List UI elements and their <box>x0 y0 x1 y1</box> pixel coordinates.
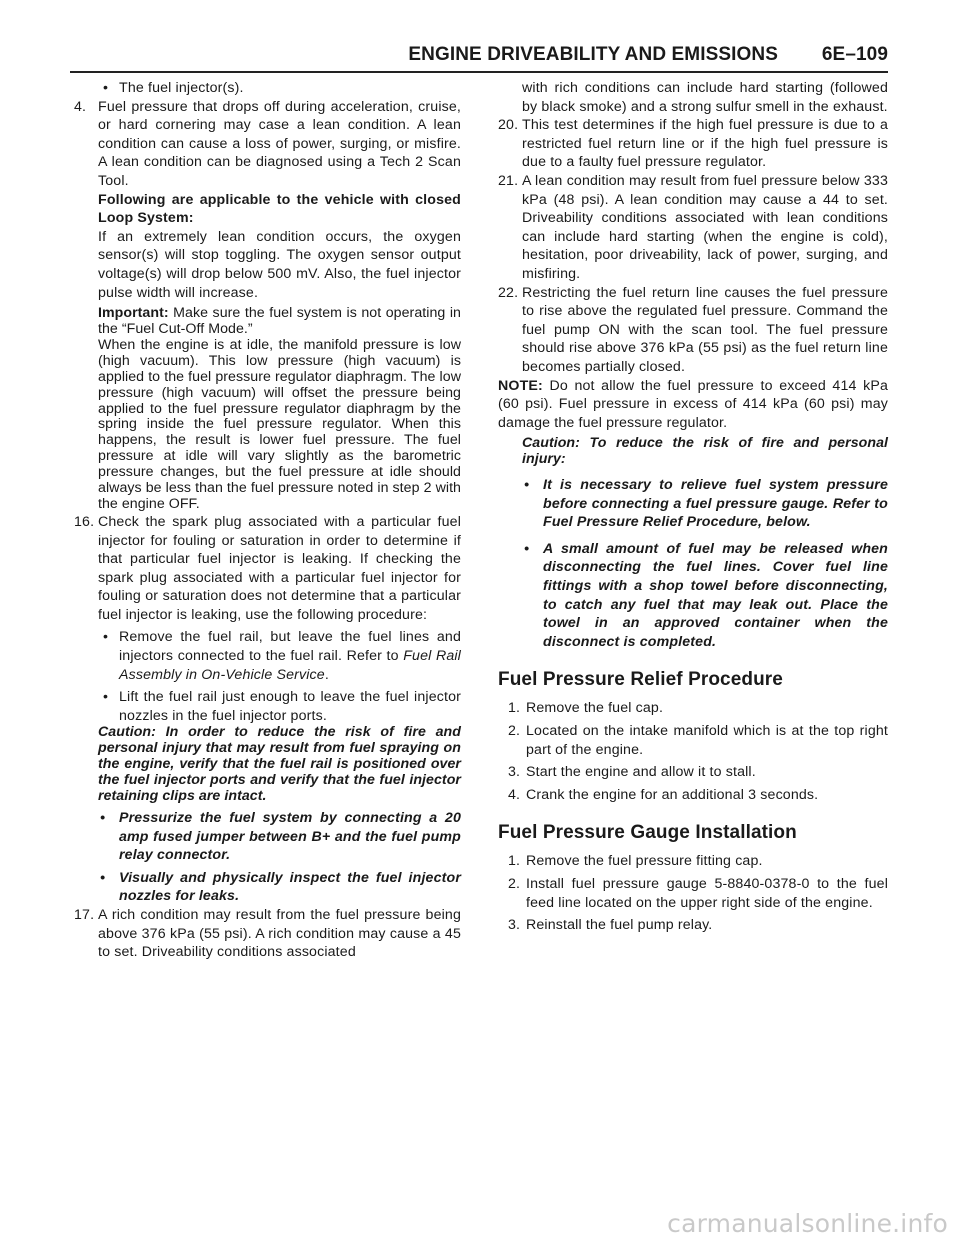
caution-bullet: • A small amount of fuel may be released when disconnecting the fuel lines. Cover fuel line fittings with a shop towel before disconnecting, to catch any fuel that may leak out. Place the towel in an approved container when the disconnect is completed. <box>524 540 888 650</box>
left-column <box>74 79 461 962</box>
relief-steps <box>498 699 888 804</box>
note-text: NOTE: Do not allow the fuel pressure to exceed 414 kPa (60 psi). Fuel pressure in excess of 414 kPa (60 psi) may damage the fuel pressure regulator. <box>498 377 888 431</box>
list-item: • The fuel injector(s). <box>103 80 244 96</box>
list-item-17-continued: with rich conditions can include hard starting (followed by black smoke) and a strong sulfur smell in the exhaust. <box>522 80 888 115</box>
right-column <box>498 79 888 935</box>
list-item-4: 4. Fuel pressure that drops off during acceleration, cruise, or hard cornering may case a lean condition. A lean condition can cause a loss of power, surging, or misfire. A lean condition can be diagnosed using a Tech 2 Scan Tool. <box>74 98 461 189</box>
header-rule <box>70 71 888 73</box>
site-watermark: carmanualsonline.info <box>667 1209 948 1238</box>
caution-bullet: • Pressurize the fuel system by connecting a 20 amp fused jumper between B+ and the fuel pump relay connector. <box>100 809 461 864</box>
list-item-16: 16. Check the spark plug associated with a particular fuel injector for fouling or saturation in order to determine if that particular fuel injector is leaking. If checking the spark plug associated with a particular fuel injector for fouling or saturation does not determine that a particular fuel injector is leaking, use the following procedure: <box>74 513 461 623</box>
list-item-17: 17. A rich condition may result from the fuel pressure being above 376 kPa (55 psi). A rich condition may cause a 45 to set. Driveability conditions associated <box>74 906 461 961</box>
list-item-21: 21. A lean condition may result from fuel pressure below 333 kPa (48 psi). A lean condition may cause a 44 to set. Driveability conditions associated with lean conditions can include hard starting (when the engine is cold), hesitation, poor driveability, lack of power, surging, and misfiring. <box>498 172 888 282</box>
gauge-installation-heading: Fuel Pressure Gauge Installation <box>498 822 797 844</box>
important-note: Important: Make sure the fuel system is not operating in the “Fuel Cut-Off Mode.” <box>98 305 461 338</box>
closed-loop-heading: Following are applicable to the vehicle with closed Loop System: <box>98 191 461 227</box>
service-reference: Fuel Rail Assembly in On-Vehicle Service <box>119 648 461 683</box>
list-item: 2. Located on the intake manifold which is at the top right part of the engine. <box>508 723 888 758</box>
list-item-20: 20. This test determines if the high fuel pressure is due to a restricted fuel return line or if the high fuel pressure is due to a faulty fuel pressure regulator. <box>498 117 888 171</box>
gauge-steps <box>498 852 888 934</box>
list-item-22: 22. Restricting the fuel return line causes the fuel pressure to rise above the regulated fuel pressure. Command the fuel pump ON with the scan tool. The fuel pressure should rise above 376 kPa (55 psi) as the fuel return line becomes partially closed. <box>498 284 888 375</box>
page-number: 6E–109 <box>821 44 888 65</box>
caution-bullet: • Visually and physically inspect the fuel injector nozzles for leaks. <box>100 869 461 905</box>
caution-text: Caution: In order to reduce the risk of fire and personal injury that may result from fuel spraying on the engine, verify that the fuel rail is positioned over the fuel injector ports and verify that the fuel injector retaining clips are intact. <box>98 724 461 805</box>
list-item: 4. Crank the engine for an additional 3 seconds. <box>508 786 819 803</box>
list-item: 3. Reinstall the fuel pump relay. <box>508 917 713 934</box>
section-title: ENGINE DRIVEABILITY AND EMISSIONS <box>408 44 778 65</box>
list-item: 1. Remove the fuel pressure fitting cap. <box>508 853 763 870</box>
list-item: 2. Install fuel pressure gauge 5-8840-0378-0 to the fuel feed line located on the upper right side of the engine. <box>508 876 888 911</box>
relief-procedure-heading: Fuel Pressure Relief Procedure <box>498 669 783 691</box>
list-item: • Remove the fuel rail, but leave the fuel lines and injectors connected to the fuel rail. Refer to Fuel Rail Assembly in On-Vehicle Service. <box>103 629 461 683</box>
list-item: 1. Remove the fuel cap. <box>508 700 664 717</box>
caution-text: Caution: To reduce the risk of fire and personal injury: <box>522 435 888 468</box>
idle-pressure-text: When the engine is at idle, the manifold pressure is low (high vacuum). This low pressure (high vacuum) is applied to the fuel pressure regulator diaphragm. The low pressure (high vacuum) will offset the pressure being applied to the fuel pressure regulator diaphragm by the spring inside the fuel pressure regulator. When this happens, the result is lower fuel pressure. The fuel pressure at idle will vary slightly as the barometric pressure changes, but the fuel pressure at idle should always be less than the fuel pressure noted in step 2 with the engine OFF. <box>98 336 461 512</box>
list-item: 3. Start the engine and allow it to stall. <box>508 764 756 781</box>
list-item: • Lift the fuel rail just enough to leave the fuel injector nozzles in the fuel injector ports. <box>103 689 461 724</box>
lean-condition-text: If an extremely lean condition occurs, the oxygen sensor(s) will stop toggling. The oxygen sensor output voltage(s) will drop below 500 mV. Also, the fuel injector pulse width will increase. <box>98 228 461 301</box>
caution-bullet: • It is necessary to relieve fuel system pressure before connecting a fuel pressure gauge. Refer to Fuel Pressure Relief Procedure, below. <box>524 477 888 531</box>
